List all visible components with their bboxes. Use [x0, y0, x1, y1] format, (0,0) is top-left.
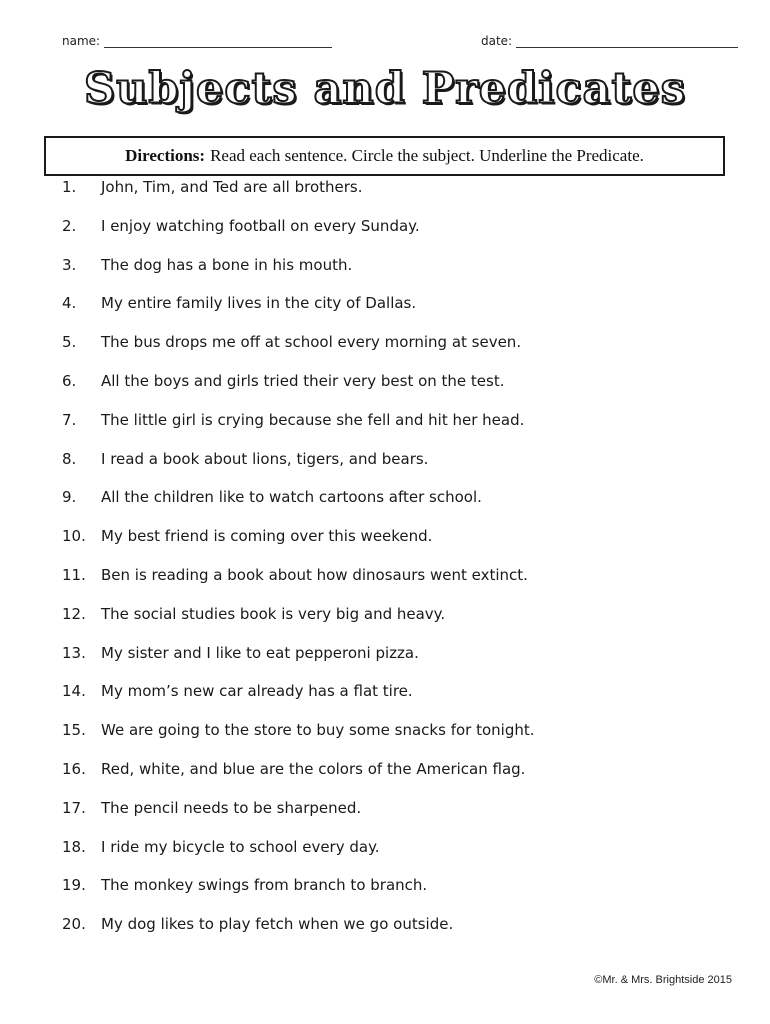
sentence-item — [0, 527, 770, 551]
directions-box — [44, 136, 725, 176]
sentence-number: 10. — [62, 527, 86, 546]
sentence-item — [0, 256, 770, 280]
sentence-item — [0, 178, 770, 202]
sentence-number: 16. — [62, 760, 86, 778]
sentence-item — [0, 333, 770, 357]
sentence-item — [0, 838, 770, 862]
sentence-text[interactable]: I ride my bicycle to school every day. — [101, 837, 380, 856]
sentence-number: 1. — [62, 178, 77, 196]
sentence-text[interactable]: Ben is reading a book about how dinosaurs went extinct. — [101, 566, 528, 584]
sentence-number: 3. — [62, 255, 77, 274]
name-line[interactable] — [62, 34, 332, 48]
sentence-number: 14. — [62, 682, 86, 701]
sentence-item — [0, 682, 770, 706]
sentence-text[interactable]: My sister and I like to eat pepperoni pizza. — [101, 643, 419, 662]
sentence-text[interactable]: I enjoy watching football on every Sunday. — [101, 216, 420, 235]
sentence-number: 7. — [62, 410, 77, 429]
sentence-number: 8. — [62, 449, 77, 468]
sentence-item — [0, 915, 770, 939]
sentence-text[interactable]: The little girl is crying because she fell and hit her head. — [101, 410, 525, 429]
sentence-item — [0, 799, 770, 823]
sentence-text[interactable]: The dog has a bone in his mouth. — [101, 255, 353, 274]
sentence-text[interactable]: I read a book about lions, tigers, and bears. — [101, 449, 429, 468]
directions-text: Read each sentence. Circle the subject. Underline the Predicate. — [210, 146, 644, 165]
name-blank[interactable] — [104, 37, 332, 48]
sentence-item — [0, 876, 770, 900]
sentence-number: 6. — [62, 372, 77, 390]
date-blank[interactable] — [516, 37, 738, 48]
sentence-number: 5. — [62, 333, 77, 352]
sentence-number: 4. — [62, 294, 77, 313]
sentence-text[interactable]: All the boys and girls tried their very best on the test. — [101, 372, 505, 390]
sentence-text[interactable]: My best friend is coming over this weekend. — [101, 527, 433, 546]
sentence-number: 2. — [62, 216, 77, 235]
sentence-text[interactable]: My mom’s new car already has a flat tire. — [101, 682, 413, 701]
sentence-item — [0, 605, 770, 629]
sentence-text[interactable]: My entire family lives in the city of Dallas. — [101, 294, 417, 313]
sentence-item — [0, 450, 770, 474]
sentence-item — [0, 760, 770, 784]
sentence-number: 9. — [62, 488, 77, 507]
sentence-text[interactable]: We are going to the store to buy some snacks for tonight. — [101, 721, 535, 740]
copyright-notice: ©Mr. & Mrs. Brightside 2015 — [594, 974, 732, 986]
sentence-text[interactable]: Red, white, and blue are the colors of the American flag. — [101, 760, 526, 778]
sentence-number: 19. — [62, 876, 86, 895]
sentence-number: 12. — [62, 604, 86, 623]
sentence-number: 15. — [62, 721, 86, 740]
sentence-text[interactable]: The social studies book is very big and heavy. — [101, 604, 446, 623]
sentence-item — [0, 566, 770, 590]
sentence-text[interactable]: My dog likes to play fetch when we go outside. — [101, 915, 454, 934]
sentence-item — [0, 644, 770, 668]
sentence-item — [0, 721, 770, 745]
sentence-text[interactable]: The bus drops me off at school every morning at seven. — [101, 333, 522, 352]
directions-label: Directions: — [125, 146, 206, 165]
page-title: Subjects and Predicates — [84, 64, 686, 114]
sentence-text[interactable]: John, Tim, and Ted are all brothers. — [101, 178, 363, 196]
sentence-item — [0, 294, 770, 318]
sentence-item — [0, 488, 770, 512]
sentence-item — [0, 411, 770, 435]
sentence-text[interactable]: The monkey swings from branch to branch. — [101, 876, 428, 895]
sentence-item — [0, 372, 770, 396]
date-label: date: — [481, 34, 513, 48]
sentence-number: 18. — [62, 837, 86, 856]
sentence-number: 17. — [62, 798, 86, 817]
sentence-number: 13. — [62, 643, 86, 662]
sentence-number: 11. — [62, 566, 86, 584]
name-label: name: — [62, 34, 101, 48]
sentence-item — [0, 217, 770, 241]
sentence-number: 20. — [62, 915, 86, 934]
sentence-text[interactable]: All the children like to watch cartoons after school. — [101, 488, 482, 507]
sentence-text[interactable]: The pencil needs to be sharpened. — [101, 798, 362, 817]
date-line[interactable] — [481, 34, 738, 48]
